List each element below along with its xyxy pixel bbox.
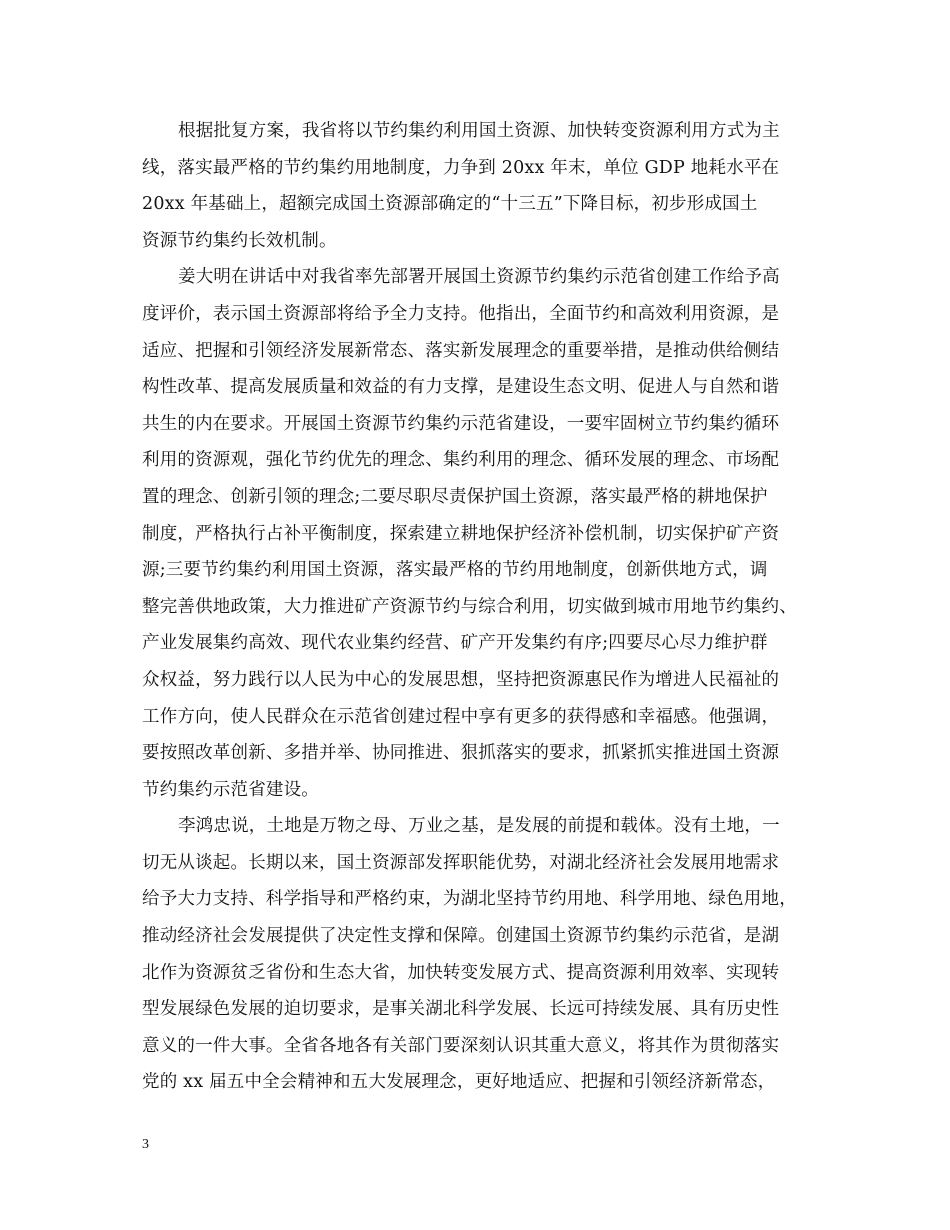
paragraph-2-line: 置的理念、创新引领的理念;二要尽职尽责保护国土资源，落实最严格的耕地保护	[142, 486, 768, 507]
paragraph-2-line: 整完善供地政策，大力推进矿产资源节约与综合利用，切实做到城市用地节约集约、	[142, 596, 797, 617]
paragraph-2-line: 共生的内在要求。开展国土资源节约集约示范省建设，一要牢固树立节约集约循环	[142, 413, 780, 434]
paragraph-3-line: 意义的一件大事。全省各地各有关部门要深刻认识其重大意义，将其作为贯彻落实	[142, 1035, 780, 1056]
paragraph-2-line: 源;三要节约集约利用国土资源，落实最严格的节约用地制度，创新供地方式，调	[142, 560, 768, 581]
paragraph-1-line: 20xx 年基础上，超额完成国土资源部确定的“十三五”下降目标，初步形成国土	[142, 194, 758, 215]
document-body	[142, 113, 822, 1101]
paragraph-3-line: 切无从谈起。长期以来，国土资源部发挥职能优势，对湖北经济社会发展用地需求	[142, 852, 780, 873]
paragraph-2-line: 工作方向，使人民群众在示范省创建过程中享有更多的获得感和幸福感。他强调，	[142, 706, 780, 727]
paragraph-3-line: 党的 xx 届五中全会精神和五大发展理念，更好地适应、把握和引领经济新常态，	[142, 1072, 776, 1093]
paragraph-1-line: 资源节约集约长效机制。	[142, 230, 337, 251]
paragraph-1-line: 线，落实最严格的节约集约用地制度，力争到 20xx 年末，单位 GDP 地耗水平在	[142, 157, 780, 178]
paragraph-2-line: 节约集约示范省建设。	[142, 779, 319, 800]
paragraph-2-line: 制度，严格执行占补平衡制度，探索建立耕地保护经济补偿机制，切实保护矿产资	[142, 523, 780, 544]
paragraph-2-line: 产业发展集约高效、现代农业集约经营、矿产开发集约有序;四要尽心尽力维护群	[142, 633, 768, 654]
paragraph-2-line: 利用的资源观，强化节约优先的理念、集约利用的理念、循环发展的理念、市场配	[142, 450, 780, 471]
paragraph-2-line: 众权益，努力践行以人民为中心的发展思想，坚持把资源惠民作为增进人民福祉的	[142, 669, 780, 690]
paragraph-2-line: 姜大明在讲话中对我省率先部署开展国土资源节约集约示范省创建工作给予高	[178, 267, 780, 288]
paragraph-3-line: 李鸿忠说，土地是万物之母、万业之基，是发展的前提和载体。没有土地，一	[178, 816, 780, 837]
paragraph-2-line: 适应、把握和引领经济发展新常态、落实新发展理念的重要举措，是推动供给侧结	[142, 340, 780, 361]
paragraph-3-line: 型发展绿色发展的迫切要求，是事关湖北科学发展、长远可持续发展、具有历史性	[142, 999, 780, 1020]
paragraph-3-line: 北作为资源贫乏省份和生态大省，加快转变发展方式、提高资源利用效率、实现转	[142, 962, 780, 983]
paragraph-2-line: 度评价，表示国土资源部将给予全力支持。他指出，全面节约和高效利用资源，是	[142, 303, 780, 324]
paragraph-1-line: 根据批复方案，我省将以节约集约利用国土资源、加快转变资源利用方式为主	[178, 121, 780, 141]
paragraph-3-line: 给予大力支持、科学指导和严格约束，为湖北坚持节约用地、科学用地、绿色用地，	[142, 889, 797, 910]
paragraph-3-line: 推动经济社会发展提供了决定性支撑和保障。创建国土资源节约集约示范省，是湖	[142, 926, 780, 947]
paragraph-2-line: 构性改革、提高发展质量和效益的有力支撑，是建设生态文明、促进人与自然和谐	[142, 377, 780, 398]
page-number: 3	[142, 1137, 149, 1152]
paragraph-2-line: 要按照改革创新、多措并举、协同推进、狠抓落实的要求，抓紧抓实推进国土资源	[142, 743, 780, 764]
